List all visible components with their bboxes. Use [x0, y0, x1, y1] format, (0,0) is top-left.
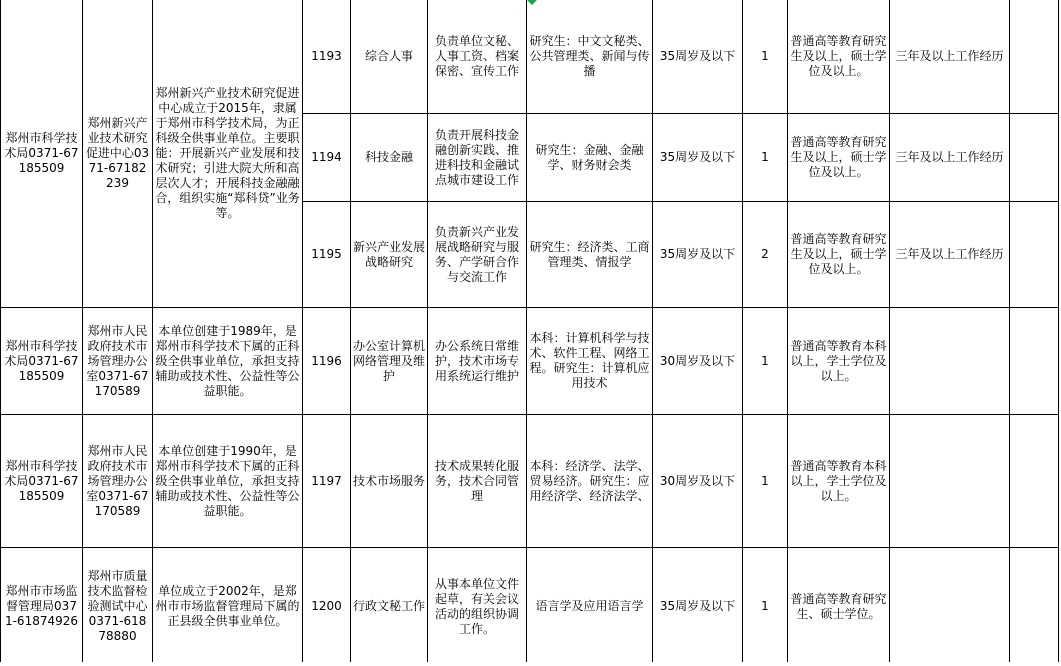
duty-cell[interactable]: 负责开展科技金融创新实践、推进科技和金融试点城市建设工作 — [428, 114, 527, 202]
education-cell[interactable]: 普通高等教育研究生及以上，硕士学位及以上。 — [788, 202, 890, 308]
headcount-cell[interactable]: 1 — [743, 0, 788, 114]
position-name-cell[interactable]: 科技金融 — [351, 114, 428, 202]
unit-cell[interactable]: 郑州市人民政府技术市场管理办公室0371-67170589 — [83, 308, 153, 415]
position-code-cell[interactable]: 1195 — [303, 202, 351, 308]
duty-cell[interactable]: 负责单位文秘、人事工资、档案保密、宣传工作 — [428, 0, 527, 114]
cell-comment-marker — [527, 0, 537, 5]
unit-description-cell[interactable]: 郑州新兴产业技术研究促进中心成立于2015年，隶属于郑州市科学技术局，为正科级全供事业单位。主要职能：开展新兴产业发展和技术研究；引进大院大所和高层次人才；开展科技金融融合，组织实施“郑科贷”业务等。 — [153, 0, 303, 308]
empty-cell[interactable] — [1010, 202, 1059, 308]
bottom-edge — [0, 662, 1061, 666]
position-code-cell[interactable]: 1194 — [303, 114, 351, 202]
empty-cell[interactable] — [1010, 0, 1059, 114]
position-name-cell[interactable]: 办公室计算机网络管理及维护 — [351, 308, 428, 415]
position-name-cell[interactable]: 行政文秘工作 — [351, 548, 428, 666]
age-cell[interactable]: 30周岁及以下 — [653, 308, 743, 415]
unit-description-cell[interactable]: 本单位创建于1989年，是郑州市科学技术下属的正科级全供事业单位，承担支持辅助或技术性、公益性等公益职能。 — [153, 308, 303, 415]
headcount-cell[interactable]: 1 — [743, 308, 788, 415]
department-cell[interactable]: 郑州市市场监督管理局0371-61874926 — [1, 548, 83, 666]
duty-cell[interactable]: 负责新兴产业发展战略研究与服务、产学研合作与交流工作 — [428, 202, 527, 308]
major-cell[interactable]: 研究生：经济类、工商管理类、情报学 — [527, 202, 653, 308]
empty-cell[interactable] — [1010, 415, 1059, 548]
duty-cell[interactable]: 办公系统日常维护，技术市场专用系统运行维护 — [428, 308, 527, 415]
experience-cell[interactable]: 三年及以上工作经历 — [890, 114, 1010, 202]
headcount-cell[interactable]: 1 — [743, 548, 788, 666]
unit-cell[interactable]: 郑州市质量技术监督检验测试中心0371-61878880 — [83, 548, 153, 666]
position-code-cell[interactable]: 1200 — [303, 548, 351, 666]
position-name-cell[interactable]: 技术市场服务 — [351, 415, 428, 548]
duty-cell[interactable]: 技术成果转化服务，技术合同管理 — [428, 415, 527, 548]
unit-cell[interactable]: 郑州新兴产业技术研究促进中心0371-67182239 — [83, 0, 153, 308]
position-code-cell[interactable]: 1193 — [303, 0, 351, 114]
position-code-cell[interactable]: 1196 — [303, 308, 351, 415]
education-cell[interactable]: 普通高等教育研究生及以上，硕士学位及以上。 — [788, 0, 890, 114]
major-cell[interactable]: 语言学及应用语言学 — [527, 548, 653, 666]
department-cell[interactable]: 郑州市科学技术局0371-67185509 — [1, 308, 83, 415]
unit-description-cell[interactable]: 单位成立于2002年，是郑州市市场监督管理局下属的正县级全供事业单位。 — [153, 548, 303, 666]
experience-cell[interactable] — [890, 308, 1010, 415]
department-cell[interactable]: 郑州市科学技术局0371-67185509 — [1, 415, 83, 548]
experience-cell[interactable]: 三年及以上工作经历 — [890, 0, 1010, 114]
age-cell[interactable]: 35周岁及以下 — [653, 202, 743, 308]
unit-cell[interactable]: 郑州市人民政府技术市场管理办公室0371-67170589 — [83, 415, 153, 548]
age-cell[interactable]: 35周岁及以下 — [653, 548, 743, 666]
department-cell[interactable]: 郑州市科学技术局0371-67185509 — [1, 0, 83, 308]
education-cell[interactable]: 普通高等教育本科以上，学士学位及以上。 — [788, 308, 890, 415]
experience-cell[interactable]: 三年及以上工作经历 — [890, 202, 1010, 308]
age-cell[interactable]: 30周岁及以下 — [653, 415, 743, 548]
headcount-cell[interactable]: 1 — [743, 415, 788, 548]
position-name-cell[interactable]: 综合人事 — [351, 0, 428, 114]
headcount-cell[interactable]: 1 — [743, 114, 788, 202]
experience-cell[interactable] — [890, 415, 1010, 548]
headcount-cell[interactable]: 2 — [743, 202, 788, 308]
table-row — [1, 0, 1059, 114]
empty-cell[interactable] — [1010, 548, 1059, 666]
experience-cell[interactable] — [890, 548, 1010, 666]
major-cell[interactable]: 本科：经济学、法学、贸易经济。研究生：应用经济学、经济法学、 — [527, 415, 653, 548]
position-name-cell[interactable]: 新兴产业发展战略研究 — [351, 202, 428, 308]
education-cell[interactable]: 普通高等教育本科以上，学士学位及以上。 — [788, 415, 890, 548]
age-cell[interactable]: 35周岁及以下 — [653, 0, 743, 114]
duty-cell[interactable]: 从事本单位文件起草，有关会议活动的组织协调工作。 — [428, 548, 527, 666]
empty-cell[interactable] — [1010, 114, 1059, 202]
major-cell[interactable]: 本科：计算机科学与技术、软件工程、网络工程。研究生：计算机应用技术 — [527, 308, 653, 415]
empty-cell[interactable] — [1010, 308, 1059, 415]
unit-description-cell[interactable]: 本单位创建于1990年，是郑州市科学技术下属的正科级全供事业单位，承担支持辅助或技术性、公益性等公益职能。 — [153, 415, 303, 548]
major-cell[interactable]: 研究生：金融、金融学、财务财会类 — [527, 114, 653, 202]
position-code-cell[interactable]: 1197 — [303, 415, 351, 548]
age-cell[interactable]: 35周岁及以下 — [653, 114, 743, 202]
education-cell[interactable]: 普通高等教育研究生及以上，硕士学位及以上。 — [788, 114, 890, 202]
education-cell[interactable]: 普通高等教育研究生、硕士学位。 — [788, 548, 890, 666]
table-row — [1, 308, 1059, 415]
major-cell[interactable]: 研究生：中文文秘类、公共管理类、新闻与传播 — [527, 0, 653, 114]
table-row — [1, 548, 1059, 666]
table-row — [1, 415, 1059, 548]
